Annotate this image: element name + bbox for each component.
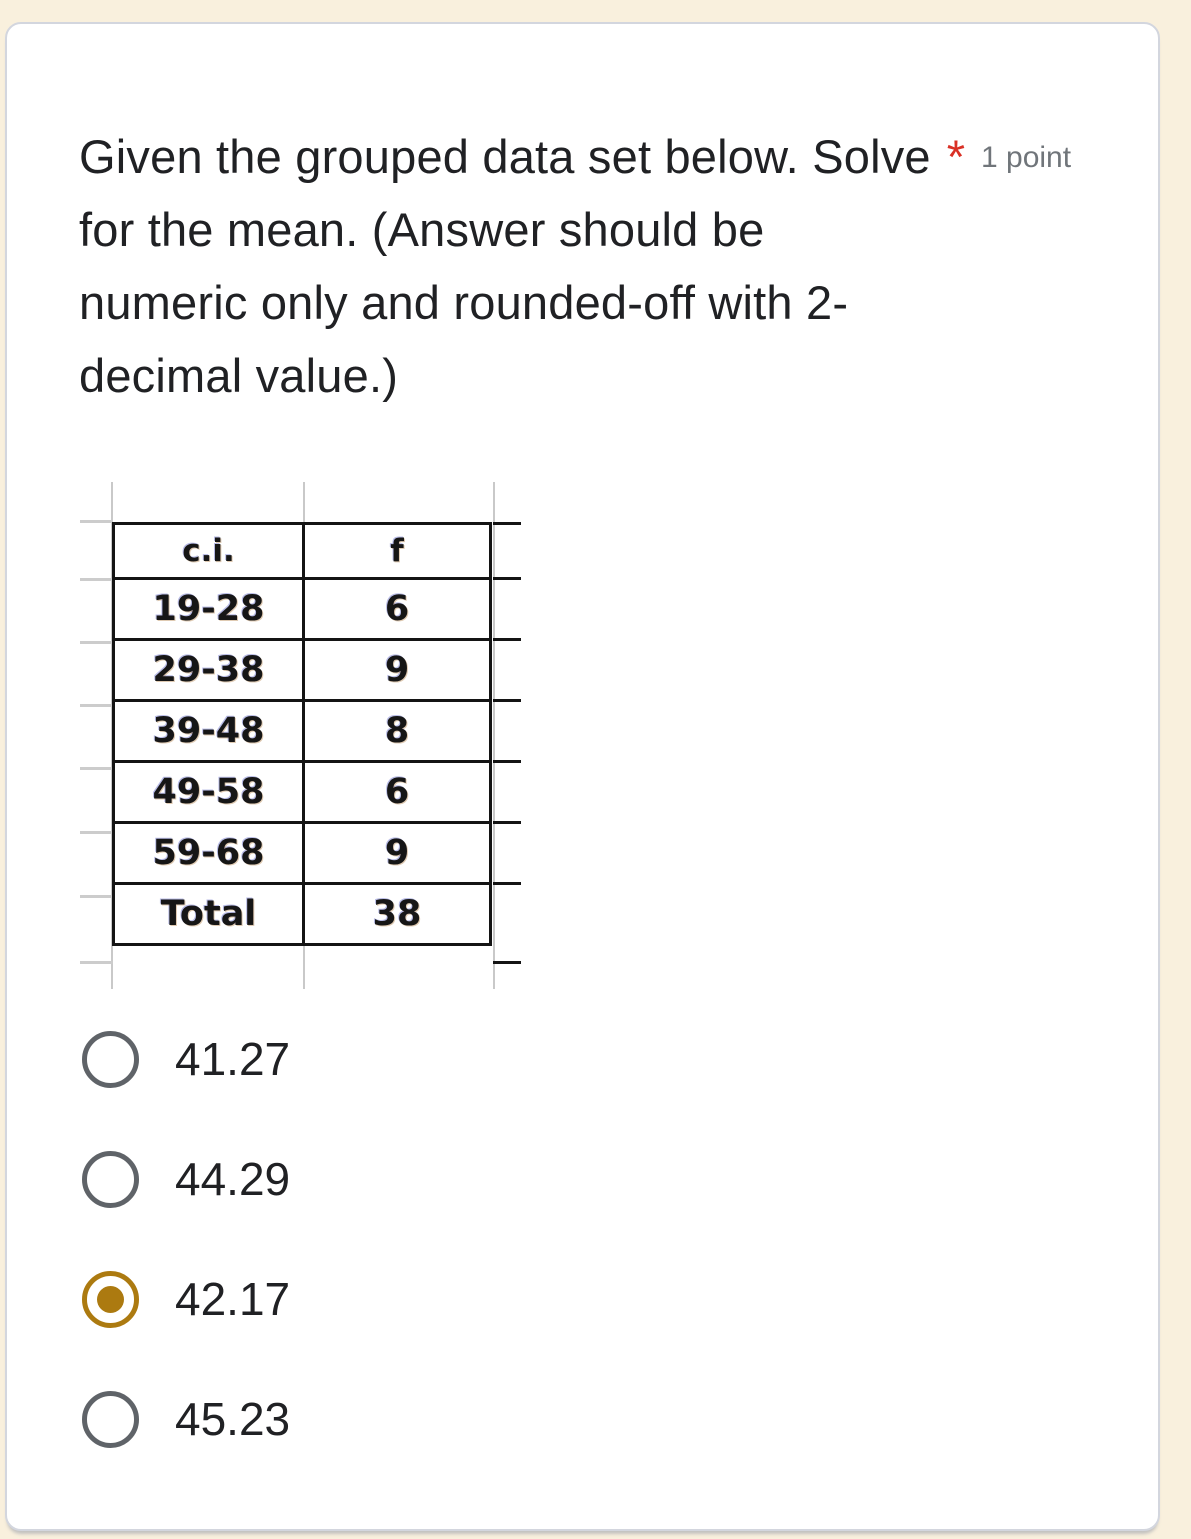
option-label[interactable]: 41.27 bbox=[175, 1033, 291, 1085]
option-label[interactable]: 44.29 bbox=[175, 1153, 291, 1205]
question-title-text: Given the grouped data set below. Solve bbox=[79, 130, 931, 183]
radio-button-icon[interactable] bbox=[82, 1391, 139, 1448]
cell-ci: Total bbox=[114, 884, 304, 945]
radio-button-icon[interactable] bbox=[82, 1031, 139, 1088]
table-row bbox=[114, 823, 491, 884]
table-row bbox=[114, 884, 491, 945]
cell-f: 9 bbox=[304, 640, 491, 701]
option-row-45-23[interactable] bbox=[82, 1390, 290, 1448]
sheet-gridline bbox=[80, 520, 113, 523]
sheet-gridline bbox=[80, 767, 113, 770]
table-border-stub bbox=[493, 522, 521, 525]
question-title bbox=[79, 120, 965, 412]
question-title-line bbox=[79, 120, 965, 193]
table-row bbox=[114, 762, 491, 823]
sheet-gridline bbox=[80, 704, 113, 707]
table-row bbox=[114, 579, 491, 640]
cell-ci: 59-68 bbox=[114, 823, 304, 884]
table-row bbox=[114, 701, 491, 762]
question-title-line: for the mean. (Answer should be bbox=[79, 203, 765, 256]
table-border-stub bbox=[493, 699, 521, 702]
option-row-44-29[interactable] bbox=[82, 1150, 290, 1208]
table-border-stub bbox=[493, 577, 521, 580]
frequency-table bbox=[112, 522, 492, 946]
option-label[interactable]: 45.23 bbox=[175, 1393, 291, 1445]
cell-f: 8 bbox=[304, 701, 491, 762]
question-title-line: decimal value.) bbox=[79, 349, 399, 402]
points-badge: 1 point bbox=[981, 141, 1072, 174]
option-row-42-17[interactable] bbox=[82, 1270, 290, 1328]
column-header-ci: c.i. bbox=[114, 524, 304, 579]
cell-ci: 39-48 bbox=[114, 701, 304, 762]
radio-button-icon[interactable] bbox=[82, 1271, 139, 1328]
option-label[interactable]: 42.17 bbox=[175, 1273, 291, 1325]
cell-f: 38 bbox=[304, 884, 491, 945]
table-border-stub bbox=[493, 961, 521, 964]
option-row-41-27[interactable] bbox=[82, 1030, 290, 1088]
cell-ci: 49-58 bbox=[114, 762, 304, 823]
cell-f: 9 bbox=[304, 823, 491, 884]
cell-f: 6 bbox=[304, 762, 491, 823]
table-border-stub bbox=[493, 882, 521, 885]
question-title-line: numeric only and rounded-off with 2- bbox=[79, 276, 849, 329]
options-group bbox=[82, 1030, 290, 1510]
required-asterisk: * bbox=[946, 130, 966, 183]
radio-button-icon[interactable] bbox=[82, 1151, 139, 1208]
sheet-gridline bbox=[80, 831, 113, 834]
table-header-row bbox=[114, 524, 491, 579]
frequency-table-image bbox=[80, 482, 521, 989]
table-border-stub bbox=[493, 760, 521, 763]
column-header-f: f bbox=[304, 524, 491, 579]
sheet-gridline bbox=[80, 895, 113, 898]
cell-f: 6 bbox=[304, 579, 491, 640]
sheet-gridline bbox=[493, 482, 495, 989]
sheet-gridline bbox=[80, 578, 113, 581]
cell-ci: 29-38 bbox=[114, 640, 304, 701]
question-card bbox=[5, 22, 1160, 1531]
sheet-gridline bbox=[80, 641, 113, 644]
table-border-stub bbox=[493, 821, 521, 824]
table-border-stub bbox=[493, 638, 521, 641]
sheet-gridline bbox=[80, 961, 113, 964]
table-row bbox=[114, 640, 491, 701]
cell-ci: 19-28 bbox=[114, 579, 304, 640]
